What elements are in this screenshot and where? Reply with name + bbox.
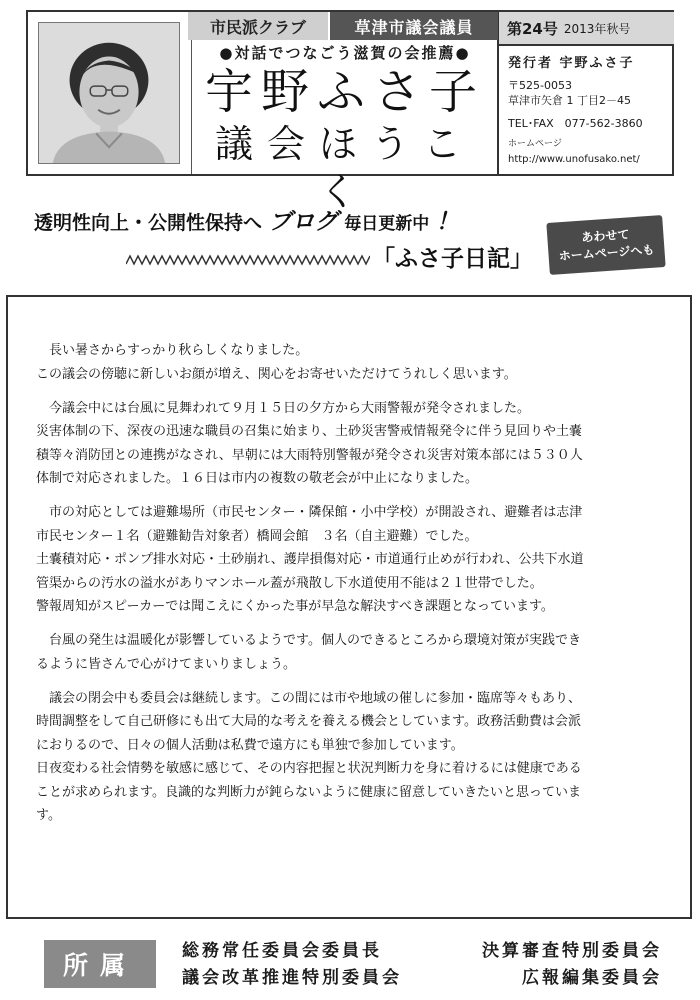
report-title: 議会ほうこく	[214, 122, 475, 214]
affiliation-list	[182, 938, 662, 992]
position-tag: 草津市議会議員	[330, 12, 498, 40]
homepage-label: ホームページ	[508, 139, 562, 149]
blog-name[interactable]: 「ふさ子日記」	[372, 246, 533, 272]
paragraph-line: 土嚢積対応・ポンプ排水対応・土砂崩れ、護岸損傷対応・市道通行止めが行われ、公共下水道 管渠からの汚水の溢水がありマンホール蓋が飛散し下水道使用不能は２１世帯でした。	[36, 552, 584, 591]
committee-item: 広報編集委員会	[522, 968, 662, 988]
blog-exclaim: ！	[435, 209, 459, 235]
committee-item: 議会改革推進特別委員会	[182, 968, 402, 988]
homepage-url[interactable]: http://www.unofusako.net/	[508, 154, 640, 165]
newsletter-header	[26, 10, 674, 214]
portrait-illustration	[39, 23, 179, 163]
party-tag: 市民派クラブ	[188, 12, 330, 40]
paragraph-environment	[36, 629, 664, 676]
paragraph-greeting	[36, 339, 664, 386]
issue-number: 第24号	[507, 19, 558, 38]
committee-item: 総務常任委員会委員長	[182, 941, 382, 961]
homepage-badge-line2: ホームページへも	[558, 242, 655, 264]
paragraph-city-response	[36, 501, 664, 619]
homepage-badge[interactable]	[546, 215, 665, 275]
paragraph-committee	[36, 687, 664, 828]
paragraph-typhoon	[36, 397, 664, 491]
blog-update: 毎日更新中	[344, 214, 430, 234]
blog-lead: 透明性向上・公開性保持へ	[34, 212, 263, 234]
postal-code: 〒525-0053	[508, 79, 572, 92]
paragraph-line: 災害体制の下、深夜の迅速な職員の召集に始まり、土砂災害警戒情報発令に伴う見回りや土嚢 積等々消防団との連携がなされ、早朝には大雨特別警報が発令され災害対策本部には５３０人 体制で対応されました。１６日は市内の複数の敬老会が中止になりました。	[36, 424, 583, 486]
paragraph-line: 日夜変わる社会情勢を敏感に感じて、その内容把握と状況判断力を身に着けるには健康である ことが求められます。良識的な判断力が鈍らないように健康に留意していきたいと思っていま す。	[36, 761, 582, 823]
portrait-photo	[38, 22, 180, 164]
issue-season: 2013年秋号	[563, 21, 631, 36]
recommendation-line: ●対話でつなごう滋賀の会推薦●	[219, 44, 471, 62]
publisher-name: 発行者 宇野ふさ子	[508, 56, 635, 71]
affiliation-label: 所属	[44, 940, 156, 988]
issue-box	[499, 12, 674, 46]
homepage-badge-line1: あわせて	[580, 227, 630, 245]
paragraph-line: 警報周知がスピーカーでは聞こえにくかった事が早急な解決すべき課題となっています。	[36, 599, 554, 614]
paragraph-line: 議会の閉会中も委員会は継続します。この間には市や地域の催しに参加・臨席等々もあり、 時間調整をして自己研修にも出て大局的な考えを養える機会としています。政務活動費は会派 におりるので、日々の個人活動は私費で遠方にも単独で参加しています。	[36, 690, 581, 753]
affiliation-row	[182, 938, 662, 965]
paragraph-line: この議会の傍聴に新しいお顔が増え、関心をお寄せいただけてうれしく思います。	[36, 366, 517, 382]
politician-name: 宇野ふさ子	[204, 64, 485, 120]
publisher-info	[508, 56, 674, 167]
affiliation-row	[182, 965, 662, 992]
blog-word: ブログ	[268, 209, 338, 235]
affiliation-tags	[188, 12, 498, 40]
tel-fax: TEL･FAX 077-562-3860	[508, 117, 643, 130]
blog-banner	[34, 203, 554, 236]
zigzag-decoration	[126, 254, 370, 266]
address: 草津市矢倉 1 丁目2－45	[508, 94, 631, 107]
report-body	[6, 295, 692, 919]
paragraph-line: 市の対応としては避難場所（市民センター・隣保館・小中学校）が開設され、避難者は志津 市民センター１名（避難勧告対象者）橋岡会館 ３名（自主避難）でした。	[36, 505, 583, 544]
paragraph-line: 長い暑さからすっかり秋らしくなりました。	[49, 343, 309, 358]
paragraph-line: 台風の発生は温暖化が影響しているようです。個人のできるところから環境対策が実践でき るように皆さんで心がけてまいりましょう。	[36, 633, 581, 672]
paragraph-line: 今議会中には台風に見舞われて９月１５日の夕方から大雨警報が発令されました。	[49, 400, 531, 416]
committee-item: 決算審査特別委員会	[482, 941, 662, 961]
